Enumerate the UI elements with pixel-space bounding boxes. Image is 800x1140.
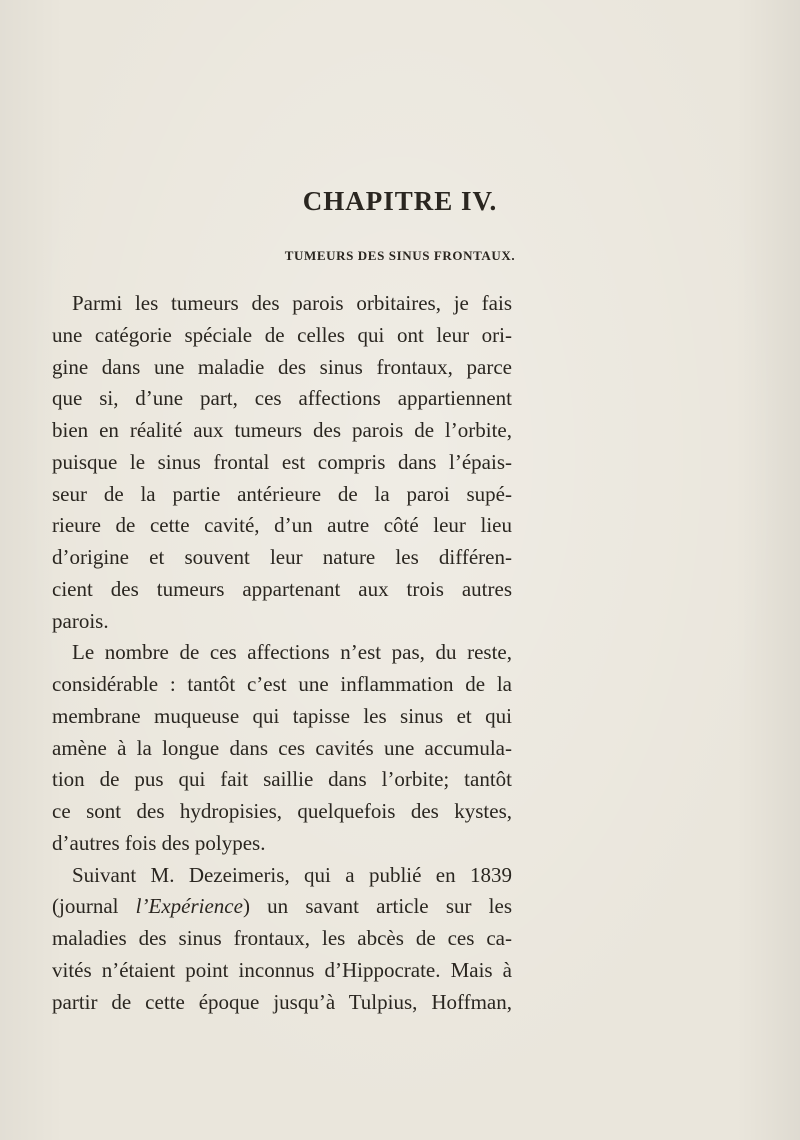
chapter-title: CHAPITRE IV.	[302, 186, 498, 216]
journal-title-italic: l’Expérience	[135, 894, 243, 919]
text-line: seur de la partie antérieure de la paroi supé-	[52, 481, 512, 506]
text-line: amène à la longue dans ces cavités une accumula-	[52, 735, 512, 760]
text-line: Suivant M. Dezeimeris, qui a publié en 1839	[72, 862, 512, 887]
text-line: parois.	[52, 608, 109, 633]
text-line: membrane muqueuse qui tapisse les sinus et qui	[52, 703, 512, 728]
text-line: considérable : tantôt c’est une inflammation de la	[52, 672, 512, 696]
text-line: d’origine et souvent leur nature les différen-	[52, 545, 512, 569]
section-title: TUMEURS DES SINUS FRONTAUX.	[284, 248, 516, 263]
text-line: d’autres fois des polypes.	[52, 830, 266, 855]
text-line: gine dans une maladie des sinus frontaux, parce	[52, 354, 512, 379]
text-line: ce sont des hydropisies, quelquefois des kystes,	[52, 799, 512, 823]
text-line: une catégorie spéciale de celles qui ont leur ori-	[52, 322, 512, 347]
text-line: rieure de cette cavité, d’un autre côté leur lieu	[52, 513, 512, 538]
text-line: cient des tumeurs appartenant aux trois autres	[52, 576, 512, 601]
text-line: tion de pus qui fait saillie dans l’orbite; tantôt	[52, 767, 512, 792]
text-line: bien en réalité aux tumeurs des parois de l’orbite,	[52, 418, 512, 442]
text-fragment: (journal	[52, 894, 136, 919]
text-line: maladies des sinus frontaux, les abcès de ces ca-	[52, 926, 512, 950]
text-line: partir de cette époque jusqu’à Tulpius, Hoffman,	[52, 989, 512, 1014]
body-text	[52, 288, 512, 1018]
text-line-with-italic	[52, 891, 512, 923]
text-fragment: ) un savant article sur les	[242, 894, 512, 919]
text-line: puisque le sinus frontal est compris dans l’épais-	[52, 449, 512, 474]
text-line: que si, d’une part, ces affections appartiennent	[52, 386, 512, 411]
text-line: vités n’étaient point inconnus d’Hippocrate. Mais à	[52, 957, 512, 982]
text-line: Le nombre de ces affections n’est pas, du reste,	[72, 640, 512, 665]
text-line: Parmi les tumeurs des parois orbitaires, je fais	[72, 291, 512, 315]
